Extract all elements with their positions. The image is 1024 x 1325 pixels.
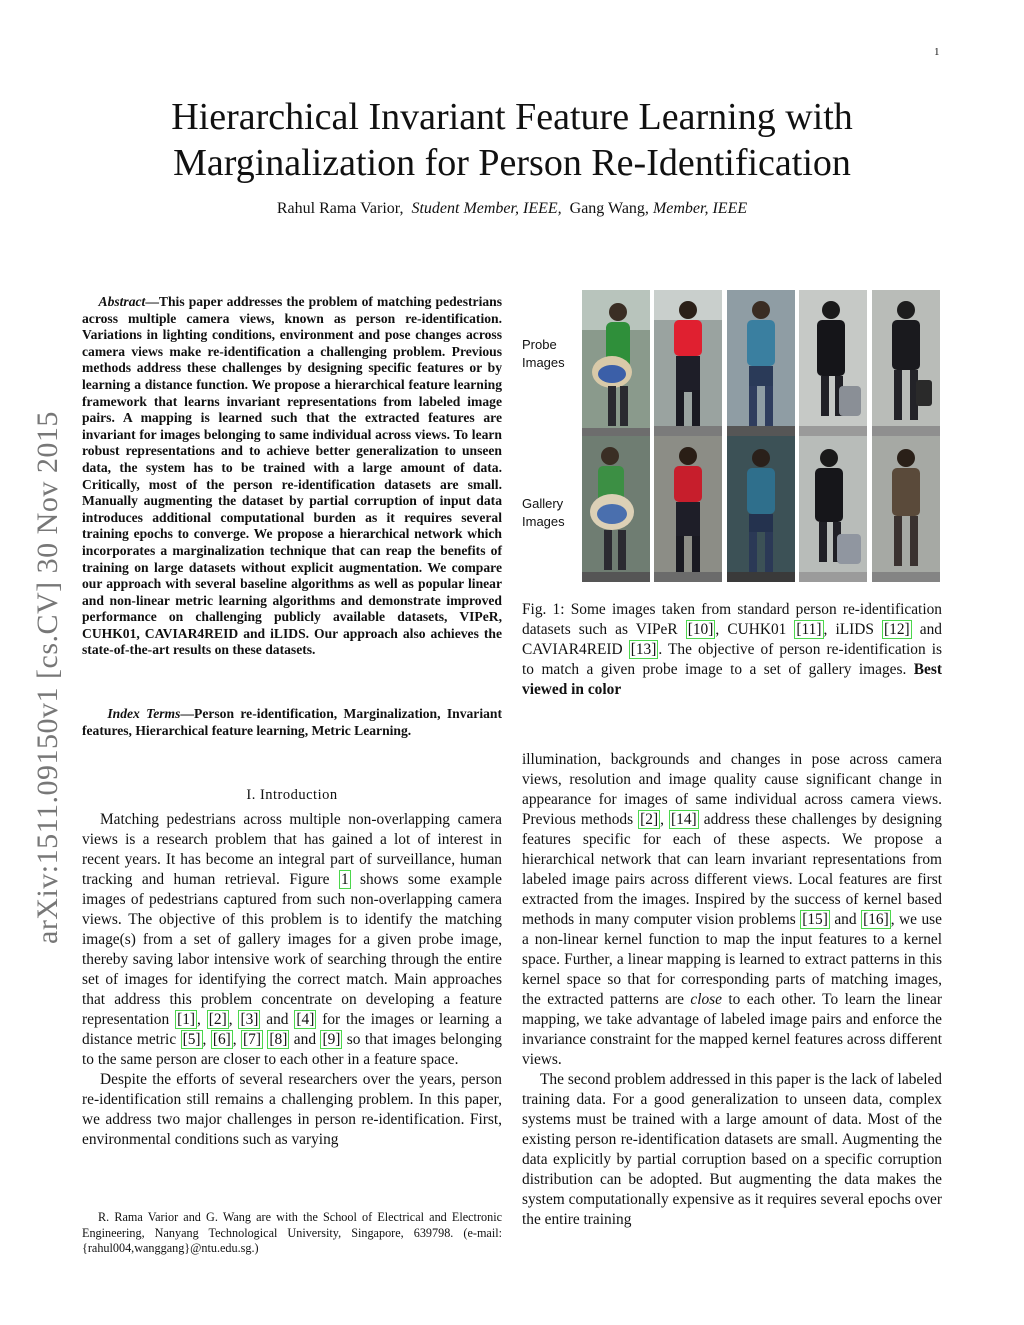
index-terms-text: —Person re-identification, Marginalization, Invariant features, Hierarchical feature learning, Metric Learning. [82, 706, 502, 738]
citation-link[interactable]: [10] [687, 621, 714, 638]
intro-paragraph-1: Matching pedestrians across multiple non-overlapping camera views is a research problem that has gained a lot of interest in recent years. It has become an integral part of surveillance, human tracking and human retrieval. Figure 1 shows some example images of pedestrians captured from such non-overlapping camera views. The objective of this problem is to identify the matching image(s) from a set of gallery images for a given probe image, thereby saving labor intensive work of searching through the entire set of images for identifying the correct match. Main approaches that address this problem concentrate on developing a feature representation [1] , [2] , [3] and [4] for the images or learning a distance metric [5] , [6] , [7] [8] and [9] so that images belonging to the same person are closer to each other in a feature space. [82, 811, 503, 1068]
intro-paragraph-2: Despite the efforts of several researchers over the years, person re-identification still remains a challenging problem. In this paper, we address two major challenges in person re-identification. First, environmental conditions such as varying [82, 1071, 502, 1148]
text-run: Fig. 1: Some images taken from standard person re-identification datasets such as VIPeR [522, 601, 942, 638]
gallery-image-5 [872, 436, 940, 582]
citation-link[interactable]: [9] [322, 1031, 341, 1048]
citation-link[interactable]: [8] [269, 1031, 288, 1048]
gallery-image-1 [582, 436, 650, 582]
gallery-image-4 [799, 436, 867, 582]
figure-1-caption [522, 600, 942, 700]
probe-label-line-1: Probe [522, 337, 557, 352]
author-footnote: R. Rama Varior and G. Wang are with the School of Electrical and Electronic Engineering, Nanyang Technological University, Singapore, 639798. (e-mail: {rahul004,wanggang}@ntu.edu.sg.) [82, 1210, 502, 1255]
gallery-label-line-2: Images [522, 514, 565, 529]
text-run: illumination, backgrounds and changes in pose across camera views, resolution and image quality cause significant change in appearance for images of same individual across camera views. Previous methods [522, 751, 942, 828]
citation-link[interactable]: [11] [796, 621, 822, 638]
gallery-images-label [522, 495, 565, 531]
citation-link[interactable]: [14] [671, 811, 697, 828]
title-line-1: Hierarchical Invariant Feature Learning with [171, 96, 853, 138]
text-run: Matching pedestrians across multiple non-overlapping camera views is a research problem that has gained a lot of interest in recent years. It has become an integral part of surveillance, human tracking and human retrieval. Figure [82, 811, 502, 888]
probe-image-3 [727, 290, 795, 436]
text-run: address these challenges by designing features specific for each of these aspects. We propose a hierarchical network that can learn invariant representations from labeled image pairs across different views. Local features are first extracted from the images. Inspired by the success of kernel based methods in many computer vision problems [522, 811, 942, 928]
probe-image-2 [654, 290, 722, 436]
figure-1-image-grid [580, 290, 942, 582]
title-line-2: Marginalization for Person Re-Identification [173, 142, 851, 184]
author-1-role: Student Member, IEEE, [411, 200, 562, 217]
citation-link[interactable]: [16] [863, 911, 889, 928]
probe-images-label [522, 336, 565, 372]
text-run: , iLIDS [823, 621, 883, 638]
probe-image-1 [582, 290, 650, 436]
text-run: so that images belonging to the same person are closer to each other in a feature space. [82, 1031, 502, 1068]
right-column-body [522, 750, 942, 1230]
citation-link[interactable]: [15] [802, 911, 828, 928]
author-1: Rahul Rama Varior, [276, 200, 404, 217]
right-paragraph-1: illumination, backgrounds and changes in pose across camera views, resolution and image quality cause significant change in appearance for images of same individual across camera views. Previous methods [2] , [14] address these challenges by designing features specific for each of these aspects. We propose a hierarchical network that can learn invariant representations from labeled image pairs across different views. Local features are first extracted from the images. Inspired by the success of kernel based methods in many computer vision problems [15] and [16] , we use a non-linear kernel function to map the input features to a kernel space. Further, a linear mapping is learned to extract patterns in this kernel space so that for corresponding parts of matching images, the extracted patterns are close to each other. To learn the linear mapping, we take advantage of labeled image pairs and enforce the invariance constraint for the mapped kernel features across different views. [522, 751, 942, 1068]
probe-label-line-2: Images [522, 355, 565, 370]
citation-link[interactable]: [4] [296, 1011, 315, 1028]
citation-link[interactable]: [7] [243, 1031, 261, 1048]
citation-link[interactable]: [12] [884, 621, 910, 638]
section-heading-introduction: I. Introduction [246, 787, 338, 803]
author-2-role: Member, IEEE [652, 200, 748, 217]
text-run: . The objective of person re-identification is to match a given probe image to a set of gallery images. [522, 641, 942, 678]
citation-link[interactable]: [5] [182, 1031, 201, 1048]
citation-link[interactable]: [2] [640, 811, 659, 828]
text-run: , we use a non-linear kernel function to map the input features to a kernel space. Further, a linear mapping is learned to extract patterns in this kernel space so that for corresponding parts of matching images, the extracted patterns are [522, 911, 942, 1008]
author-2: Gang Wang, [569, 200, 649, 217]
citation-link[interactable]: [2] [208, 1011, 227, 1028]
emphasis-close: close [690, 991, 722, 1008]
text-run: to each other. To learn the linear mapping, we take advantage of labeled image pairs and enforce the invariance constraint for the mapped kernel features across different views. [522, 991, 942, 1068]
page-number: 1 [934, 46, 940, 58]
probe-image-4 [799, 290, 867, 436]
figure-ref-link[interactable]: 1 [340, 871, 349, 888]
text-run: and [260, 1011, 295, 1028]
text-run: and [829, 911, 862, 928]
gallery-image-2 [654, 436, 722, 582]
right-paragraph-2: The second problem addressed in this paper is the lack of labeled training data. For a good generalization to unseen data, complex systems must be trained with a large amount of data. Most of the existing person re-identification datasets are small. Augmenting the data explicitly by partial corruption based on a specific corruption distribution can be adopted. But augmenting the data makes the system computationally expensive as it requires several epochs over the entire training [522, 1071, 942, 1228]
abstract [82, 294, 502, 659]
caption-emphasis: Best viewed in color [522, 661, 942, 698]
citation-link[interactable]: [13] [630, 641, 657, 658]
gallery-label-line-1: Gallery [522, 496, 564, 511]
introduction-body [82, 810, 502, 1150]
gallery-image-3 [727, 436, 795, 582]
text-run: for the images or learning a distance metric [82, 1011, 503, 1048]
text-run: and [289, 1031, 321, 1048]
author-line [0, 200, 1024, 218]
paper-title [0, 94, 1024, 186]
citation-link[interactable]: [6] [212, 1031, 231, 1048]
abstract-label: Abstract [98, 294, 146, 309]
index-terms [82, 706, 502, 739]
citation-link[interactable]: [1] [177, 1011, 196, 1028]
abstract-text: —This paper addresses the problem of matching pedestrians across multiple camera views, known as person re-identification. Variations in lighting conditions, environment and pose changes across camera views make re-identification a challenging problem. Previous methods address these challenges by designing specific features or by learning a distance function. We propose a hierarchical feature learning framework that learns invariant representations from labeled image pairs. A mapping is learned such that the extracted features are invariant for images belonging to same individual across views. To learn robust representations and to achieve better generalization to unseen data, the system has to be trained with a large amount of data. Critically, most of the person re-identification datasets are small. Manually augmenting the dataset by partial corruption of input data introduces additional computational burden as it requires several training epochs to converge. We propose a hierarchical network which incorporates a marginalization technique that can reap the benefits of training on large datasets without explicit augmentation. We compare our approach with several baseline algorithms as well as popular linear and non-linear metric learning algorithms and demonstrate improved performance on challenging publicly available datasets, VIPeR, CUHK01, CAVIAR4REID and iLIDS. Our approach also achieves the state-of-the-art results on these datasets. [82, 294, 502, 658]
citation-link[interactable]: [3] [240, 1011, 259, 1028]
arxiv-stamp: arXiv:1511.09150v1 [cs.CV] 30 Nov 2015 [31, 411, 64, 944]
text-run: shows some example images of pedestrians captured from such non-overlapping camera views. The objective of this problem is to identify the matching image(s) from a set of gallery images for a given probe image, thereby saving labor intensive work of searching through the entire set of images for identifying the correct match. Main approaches that address this problem concentrate on developing a feature representation [82, 871, 502, 1028]
text-run: , CUHK01 [715, 621, 795, 638]
text-run: and CAVIAR4REID [522, 621, 942, 658]
index-terms-label: Index Terms [107, 706, 181, 721]
probe-image-5 [872, 290, 940, 436]
